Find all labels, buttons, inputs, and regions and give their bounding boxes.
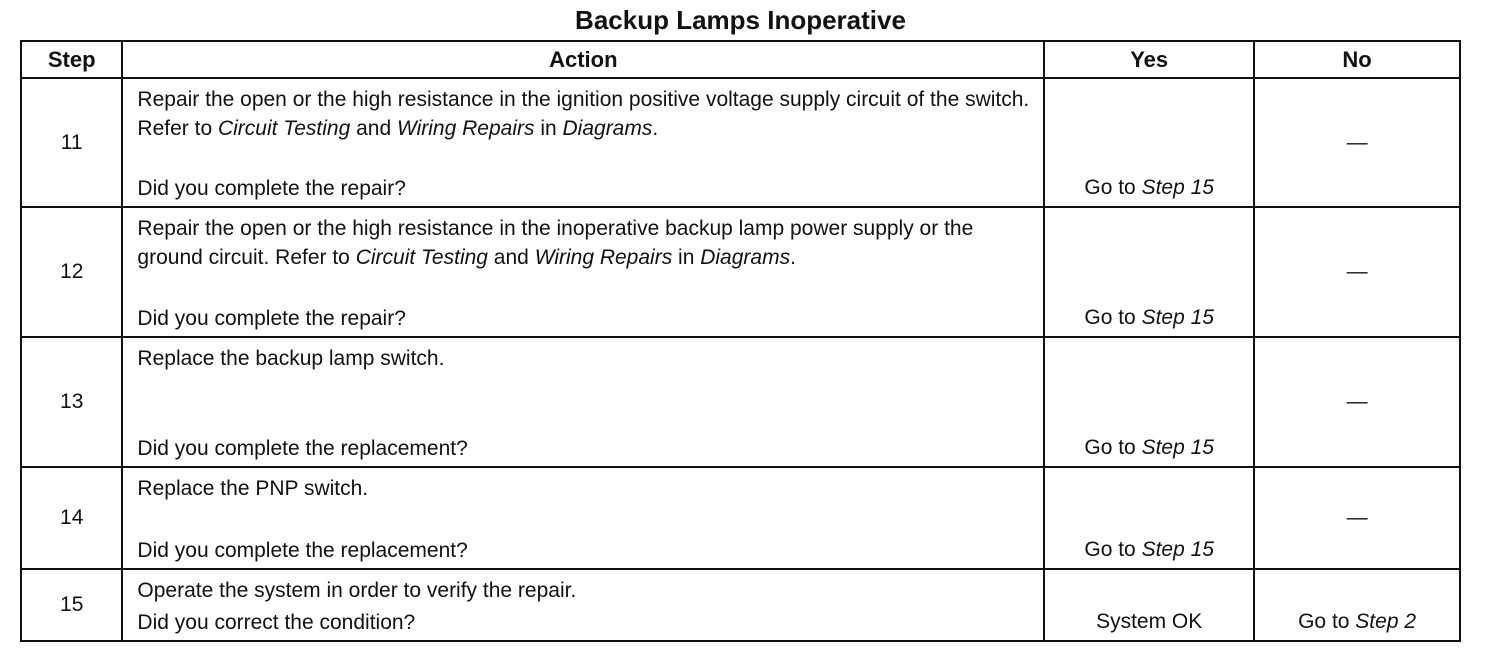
table-row: [21, 569, 1460, 641]
italic-reference: Wiring Repairs: [534, 246, 673, 269]
action-instruction: [137, 338, 1029, 373]
header-row: [21, 41, 1460, 78]
text-run: Repair the open or the high resistance in the ignition positive voltage supply circuit of the switch. Refer to: [137, 88, 1030, 140]
text-run: —: [1346, 390, 1368, 413]
italic-reference: Step 2: [1355, 610, 1417, 633]
yes-result: [1044, 467, 1254, 569]
text-run: in: [672, 246, 701, 269]
italic-reference: Step 15: [1141, 538, 1214, 561]
no-result: [1254, 78, 1460, 207]
italic-reference: Diagrams: [562, 117, 653, 140]
no-result: [1254, 207, 1460, 337]
action-question: Did you complete the repair?: [137, 307, 406, 330]
step-number: 11: [21, 78, 122, 207]
action-instruction: [137, 208, 1029, 272]
table-row: [21, 467, 1460, 569]
no-result: [1254, 467, 1460, 569]
text-run: Repair the open or the high resistance in the inoperative backup lamp power supply or the ground circuit. Refer to: [137, 217, 974, 269]
text-run: Go to: [1298, 610, 1356, 633]
action-question: Did you correct the condition?: [137, 611, 416, 634]
table-row: [21, 78, 1460, 207]
action-cell: [122, 78, 1044, 207]
text-run: Go to: [1084, 176, 1142, 199]
text-run: System OK: [1096, 610, 1203, 633]
action-instruction: [137, 570, 1029, 605]
italic-reference: Circuit Testing: [355, 246, 488, 269]
italic-reference: Step 15: [1141, 176, 1214, 199]
action-question: Did you complete the replacement?: [137, 437, 468, 460]
text-run: Go to: [1084, 538, 1142, 561]
text-run: .: [790, 246, 796, 269]
no-result: [1254, 337, 1460, 467]
text-run: in: [534, 117, 563, 140]
yes-result: [1044, 207, 1254, 337]
text-run: —: [1346, 130, 1368, 154]
text-run: Go to: [1084, 436, 1142, 459]
text-run: Replace the backup lamp switch.: [137, 347, 445, 370]
action-cell: [122, 569, 1044, 641]
header-no: No: [1254, 41, 1460, 78]
diagnostic-table: [20, 40, 1461, 642]
action-cell: [122, 467, 1044, 569]
text-run: .: [652, 117, 659, 140]
text-run: —: [1346, 260, 1368, 283]
table-row: [21, 337, 1460, 467]
yes-result: [1044, 569, 1254, 641]
italic-reference: Step 15: [1141, 306, 1214, 329]
italic-reference: Wiring Repairs: [396, 117, 535, 140]
no-result: [1254, 569, 1460, 641]
text-run: and: [487, 246, 535, 269]
action-question: Did you complete the repair?: [137, 177, 406, 200]
text-run: —: [1346, 506, 1368, 529]
table-row: [21, 207, 1460, 337]
page-title: Backup Lamps Inoperative: [575, 5, 906, 35]
action-cell: [122, 207, 1044, 337]
italic-reference: Diagrams: [700, 246, 791, 269]
step-number: 14: [21, 467, 122, 569]
text-run: Replace the PNP switch.: [137, 477, 369, 500]
italic-reference: Step 15: [1141, 436, 1214, 459]
header-action: Action: [122, 41, 1044, 78]
text-run: Go to: [1084, 306, 1142, 329]
action-question: Did you complete the replacement?: [137, 539, 468, 562]
text-run: Operate the system in order to verify the repair.: [137, 579, 577, 602]
step-number: 13: [21, 337, 122, 467]
italic-reference: Circuit Testing: [217, 117, 351, 140]
header-step: Step: [21, 41, 122, 78]
action-instruction: [137, 468, 1029, 503]
yes-result: [1044, 78, 1254, 207]
action-instruction: [137, 79, 1029, 143]
action-cell: [122, 337, 1044, 467]
yes-result: [1044, 337, 1254, 467]
step-number: 15: [21, 569, 122, 641]
step-number: 12: [21, 207, 122, 337]
header-yes: Yes: [1044, 41, 1254, 78]
text-run: and: [350, 117, 397, 140]
